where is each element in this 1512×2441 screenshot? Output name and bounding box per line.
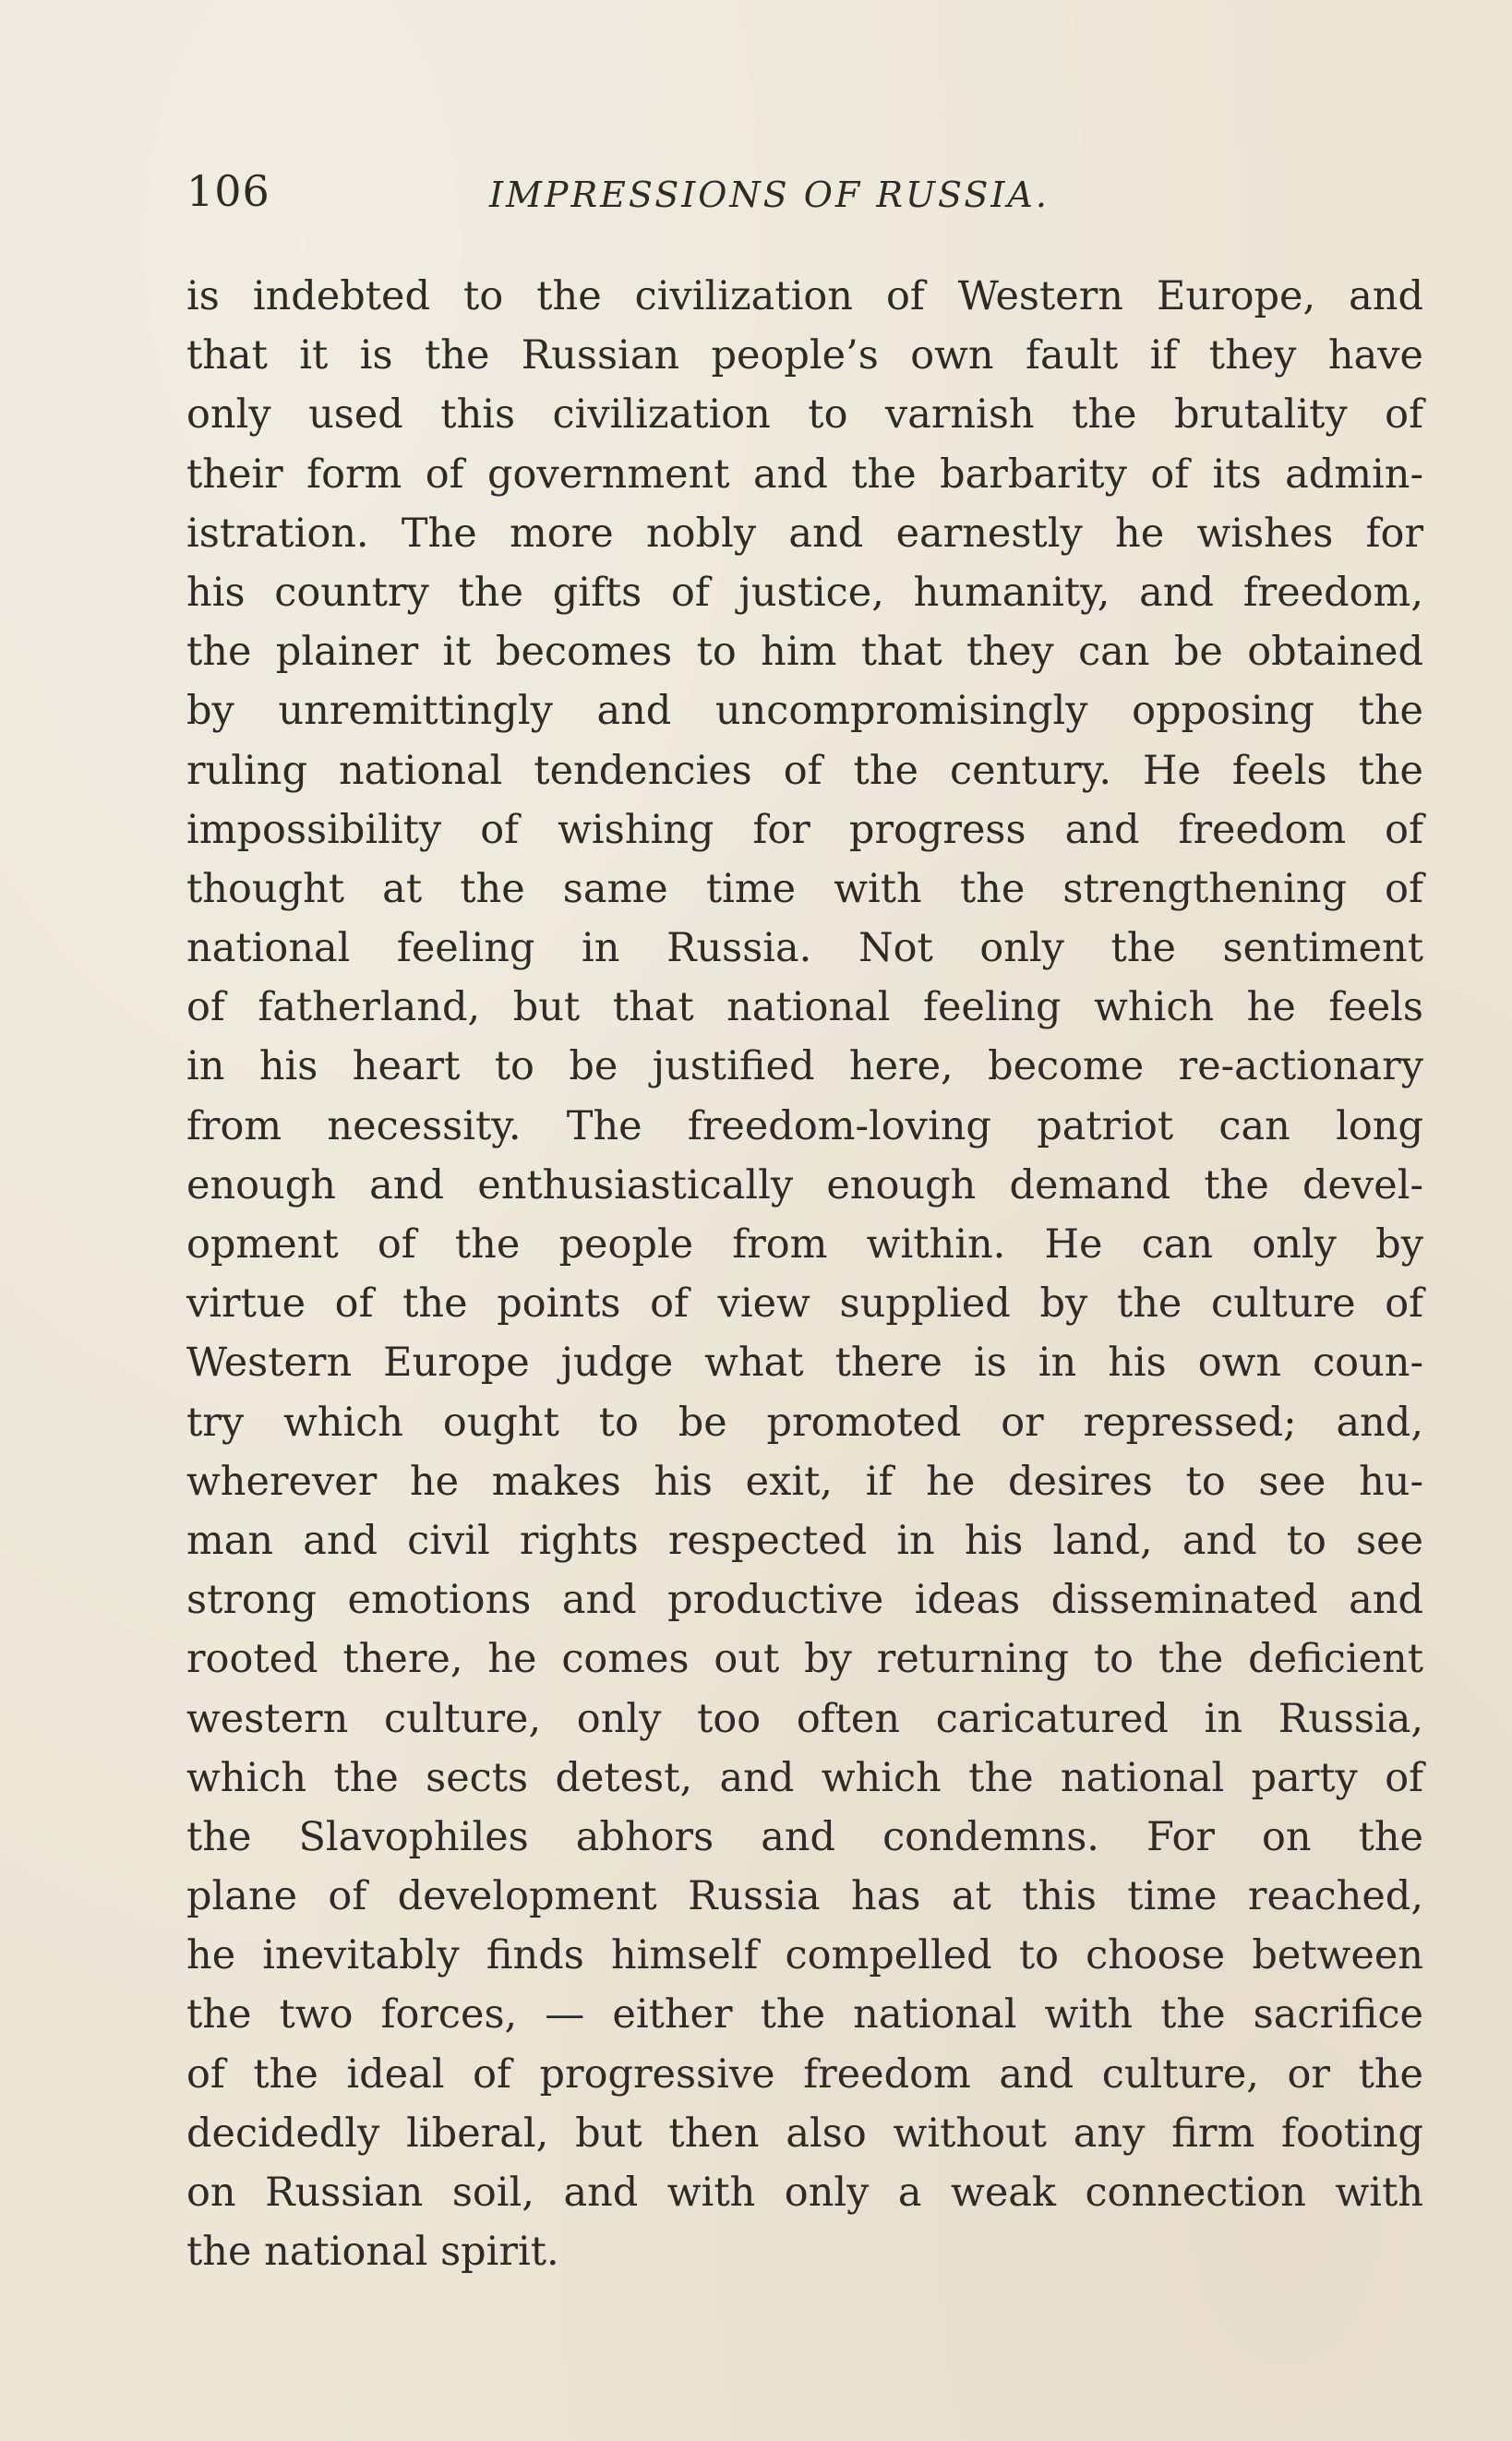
- text-line: his country the gifts of justice, humanity, and freedom,: [186, 569, 1423, 616]
- text-line: impossibility of wishing for progress and freedom of: [186, 806, 1423, 853]
- text-line: thought at the same time with the strengthening of: [186, 865, 1423, 912]
- text-line: the Slavophiles abhors and condemns. For on the: [186, 1813, 1423, 1860]
- page-number: 106: [186, 166, 270, 216]
- text-line: wherever he makes his exit, if he desires to see hu-: [186, 1458, 1423, 1505]
- text-line: virtue of the points of view supplied by the culture of: [186, 1281, 1423, 1328]
- text-line: from necessity. The freedom-loving patriot can long: [186, 1102, 1423, 1149]
- text-line: strong emotions and productive ideas disseminated and: [186, 1577, 1423, 1624]
- text-line: the plainer it becomes to him that they can be obtained: [186, 629, 1423, 676]
- text-line: Western Europe judge what there is in his own coun-: [186, 1340, 1423, 1387]
- text-line: enough and enthusiastically enough demand the devel-: [186, 1161, 1423, 1208]
- text-line: istration. The more nobly and earnestly he wishes for: [186, 510, 1423, 557]
- text-line: in his heart to be justified here, become re-actionary: [186, 1043, 1423, 1090]
- text-line: plane of development Russia has at this time reached,: [186, 1873, 1423, 1920]
- text-line: is indebted to the civilization of Western Europe, and: [186, 273, 1423, 319]
- text-line: national feeling in Russia. Not only the sentiment: [186, 925, 1423, 972]
- text-line: western culture, only too often caricatured in Russia,: [186, 1695, 1423, 1742]
- text-line: of fatherland, but that national feeling which he feels: [186, 984, 1423, 1031]
- text-line: the two forces, — either the national with the sacrifice: [186, 1991, 1423, 2038]
- text-line: try which ought to be promoted or repressed; and,: [186, 1399, 1423, 1446]
- text-line: ruling national tendencies of the century. He feels the: [186, 747, 1423, 794]
- text-line: that it is the Russian people’s own fault if they have: [186, 332, 1423, 379]
- body-text: [186, 267, 1423, 2281]
- text-line: their form of government and the barbarity of its admin-: [186, 451, 1423, 498]
- text-line: rooted there, he comes out by returning to the deficient: [186, 1636, 1423, 1683]
- text-line-last: the national spirit.: [186, 2229, 559, 2276]
- text-line: he inevitably finds himself compelled to choose between: [186, 1932, 1423, 1979]
- text-line: of the ideal of progressive freedom and culture, or the: [186, 2050, 1423, 2098]
- text-line: man and civil rights respected in his land, and to see: [186, 1517, 1423, 1564]
- running-title: IMPRESSIONS OF RUSSIA.: [489, 174, 1050, 215]
- text-line: opment of the people from within. He can only by: [186, 1221, 1423, 1268]
- text-line: only used this civilization to varnish the brutality of: [186, 391, 1423, 439]
- text-line: by unremittingly and uncompromisingly opposing the: [186, 688, 1423, 735]
- text-line: which the sects detest, and which the national party of: [186, 1754, 1423, 1801]
- text-line: on Russian soil, and with only a weak connection with: [186, 2170, 1423, 2216]
- page-header: [186, 159, 1423, 223]
- text-line: decidedly liberal, but then also without any firm footing: [186, 2110, 1423, 2157]
